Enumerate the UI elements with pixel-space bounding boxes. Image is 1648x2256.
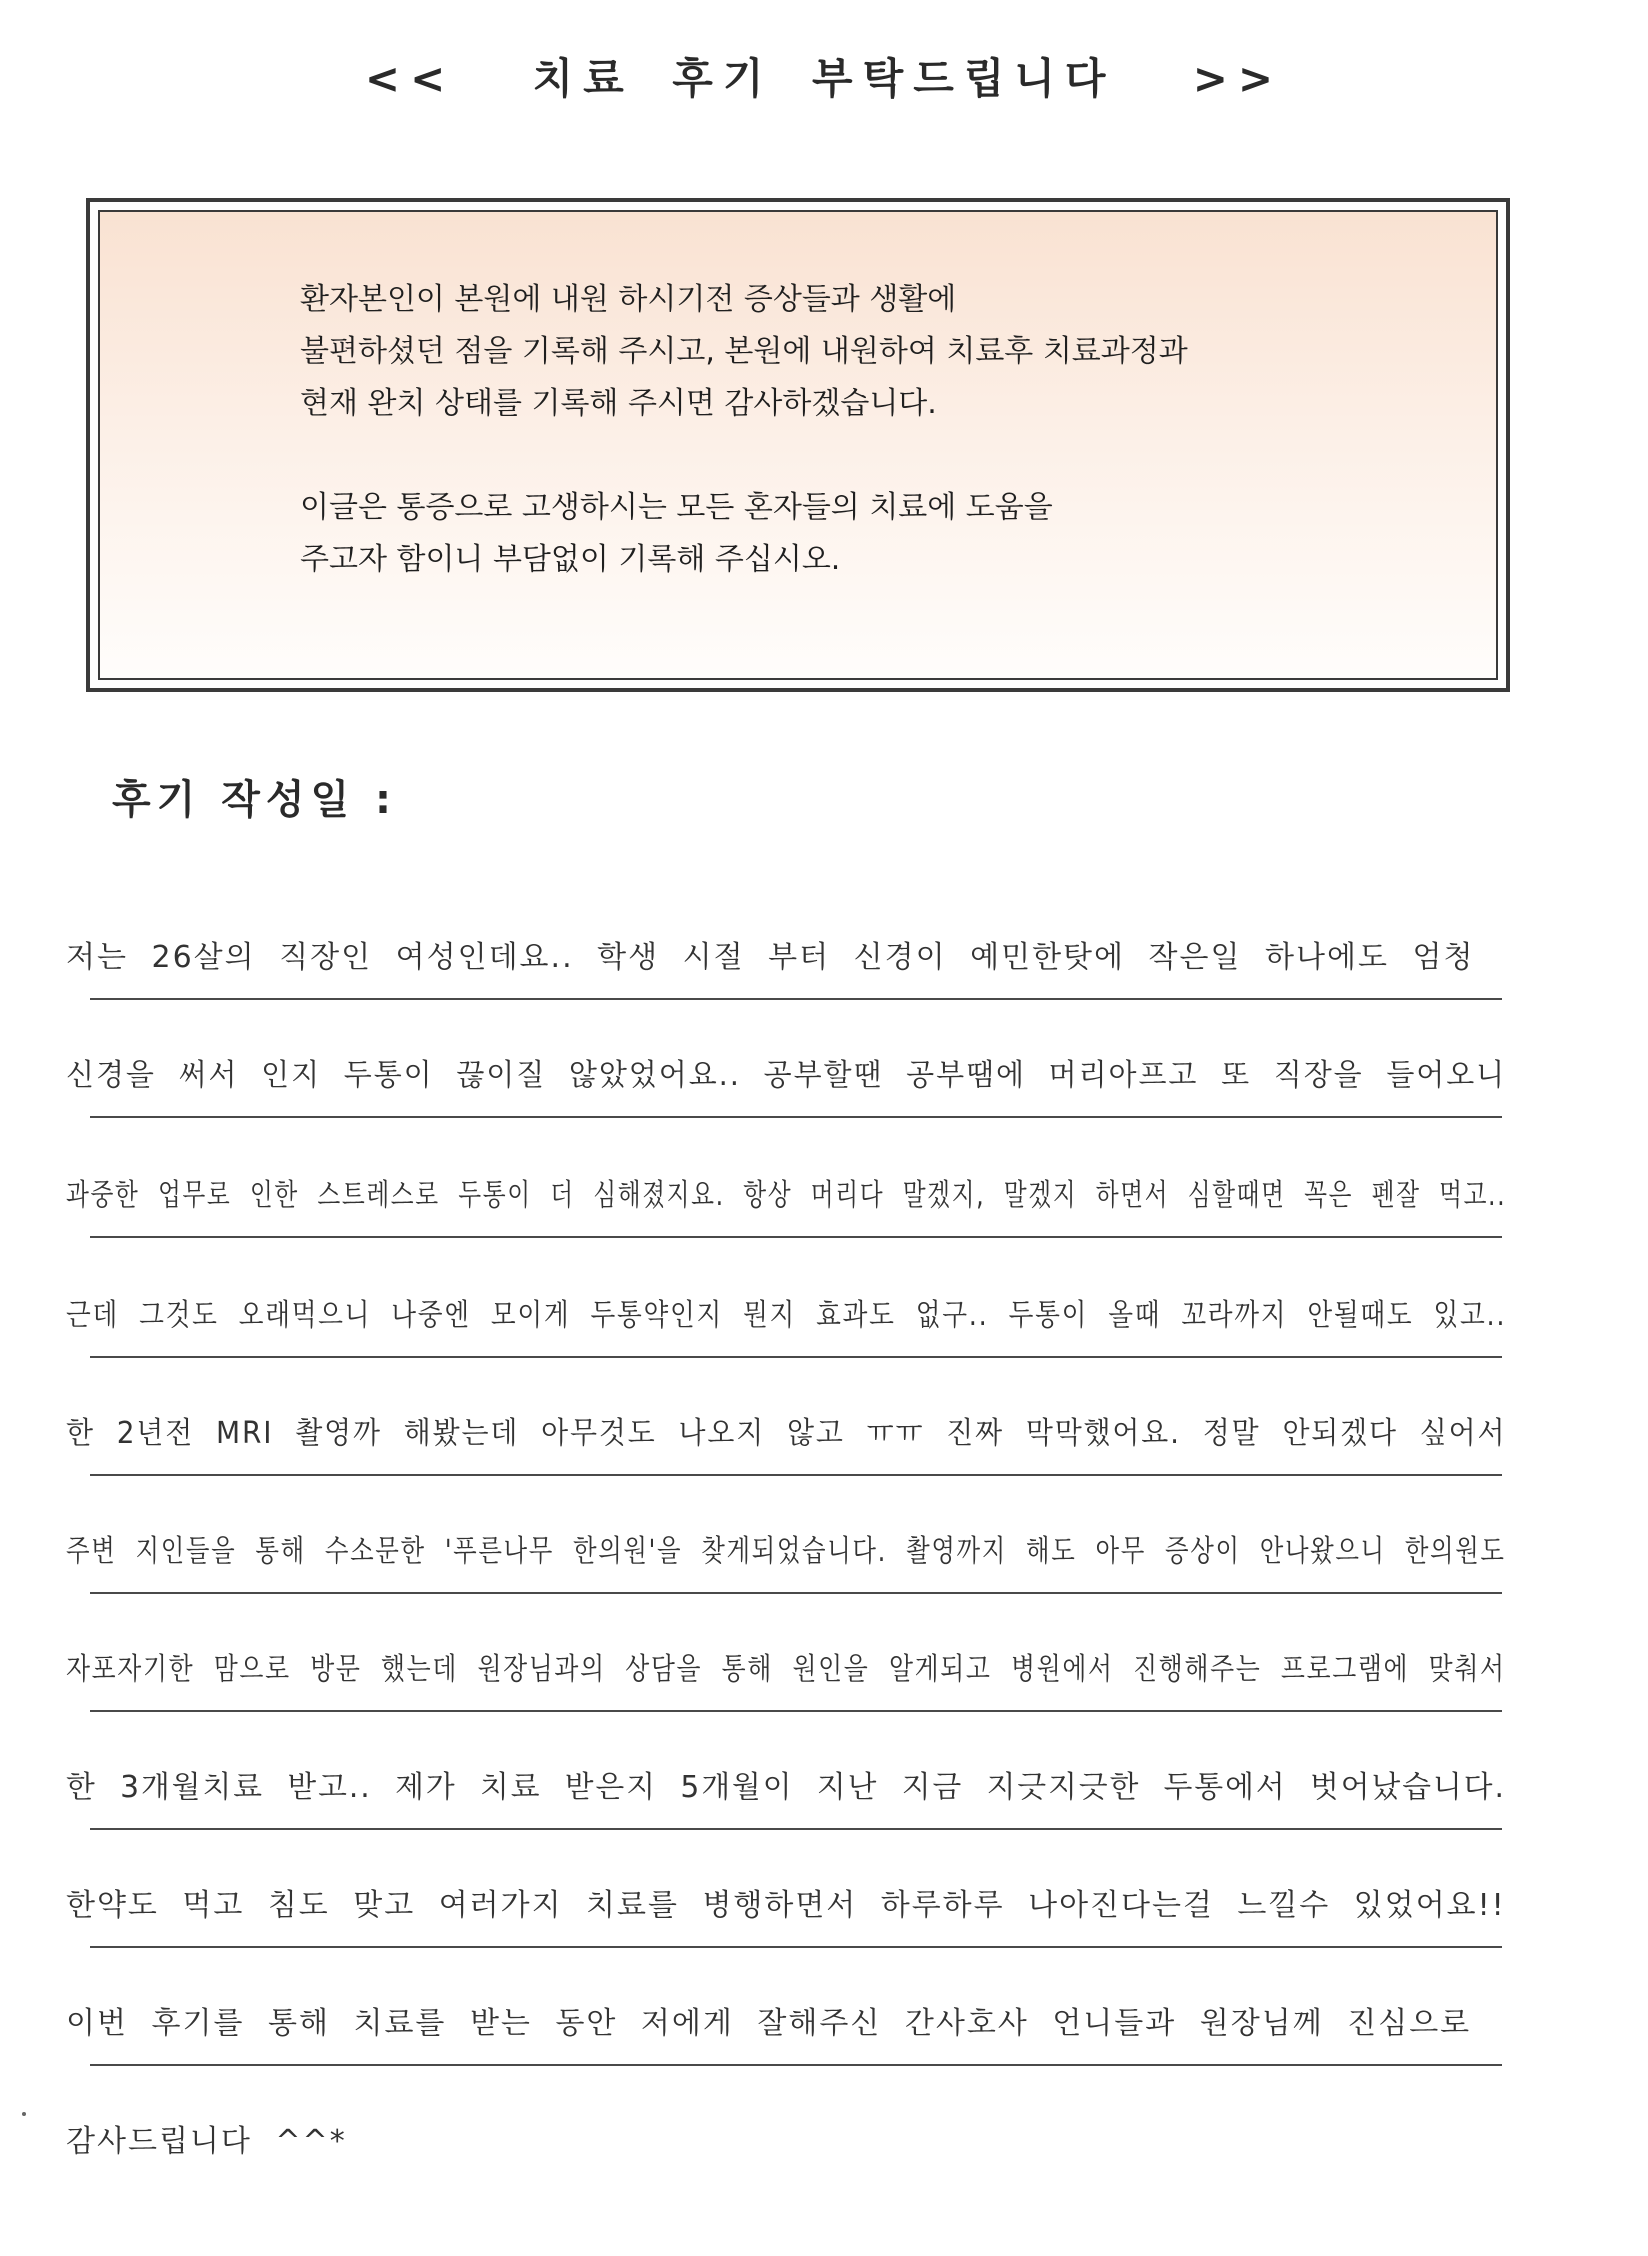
- page-title: << 치료 후기 부탁드립니다 >>: [364, 54, 1284, 103]
- review-line: 저는 26살의 직장인 여성인데요.. 학생 시절 부터 신경이 예민한탓에 작은일 하나에도 엄청: [66, 940, 1475, 975]
- ruled-line: [90, 1474, 1502, 1476]
- ruled-line: [90, 1116, 1502, 1118]
- review-date-label: 후기 작성일 :: [112, 777, 398, 823]
- ruled-line: [90, 998, 1502, 1000]
- review-line: 과중한 업무로 인한 스트레스로 두통이 더 심해졌지요. 항상 머리다 말겠지, 말겠지 하면서 심할때면 꼭은 펜잘 먹고..: [66, 1178, 1507, 1213]
- notice-line: 현재 완치 상태를 기록해 주시면 감사하겠습니다.: [300, 386, 937, 421]
- notice-line: 주고자 함이니 부담없이 기록해 주십시오.: [300, 542, 841, 577]
- review-line: 주변 지인들을 통해 수소문한 '푸른나무 한의원'을 찾게되었습니다. 촬영까지 해도 아무 증상이 안나왔으니 한의원도: [66, 1534, 1506, 1569]
- review-line: 이번 후기를 통해 치료를 받는 동안 저에게 잘해주신 간사호사 언니들과 원장님께 진심으로: [66, 2006, 1472, 2041]
- ruled-line: [90, 1946, 1502, 1948]
- scan-speck: [22, 2112, 26, 2116]
- ruled-line: [90, 1356, 1502, 1358]
- review-line: 신경을 써서 인지 두통이 끊이질 않았었어요.. 공부할땐 공부땜에 머리아프고 또 직장을 들어오니: [66, 1058, 1507, 1093]
- notice-line: 환자본인이 본원에 내원 하시기전 증상들과 생활에: [300, 282, 957, 317]
- review-line: 감사드립니다 ^^*: [66, 2124, 347, 2159]
- review-line: 한 3개월치료 받고.. 제가 치료 받은지 5개월이 지난 지금 지긋지긋한 두통에서 벗어났습니다.: [66, 1770, 1506, 1805]
- review-line: 자포자기한 맘으로 방문 했는데 원장님과의 상담을 통해 원인을 알게되고 병원에서 진행해주는 프로그램에 맞춰서: [66, 1652, 1506, 1687]
- notice-line: 이글은 통증으로 고생하시는 모든 혼자들의 치료에 도움을: [300, 490, 1053, 525]
- ruled-line: [90, 1710, 1502, 1712]
- ruled-line: [90, 2064, 1502, 2066]
- ruled-line: [90, 1592, 1502, 1594]
- review-line: 한 2년전 MRI 촬영까 해봤는데 아무것도 나오지 않고 ㅠㅠ 진짜 막막했어요. 정말 안되겠다 싶어서: [66, 1416, 1507, 1451]
- review-line: 한약도 먹고 침도 맞고 여러가지 치료를 병행하면서 하루하루 나아진다는걸 느낄수 있었어요!!: [66, 1888, 1506, 1923]
- ruled-line: [90, 1828, 1502, 1830]
- ruled-line: [90, 1236, 1502, 1238]
- review-line: 근데 그것도 오래먹으니 나중엔 모이게 두통약인지 뭔지 효과도 없구.. 두통이 올때 꼬라까지 안될때도 있고..: [66, 1298, 1507, 1333]
- notice-line: 불편하셨던 점을 기록해 주시고, 본원에 내원하여 치료후 치료과정과: [300, 334, 1188, 369]
